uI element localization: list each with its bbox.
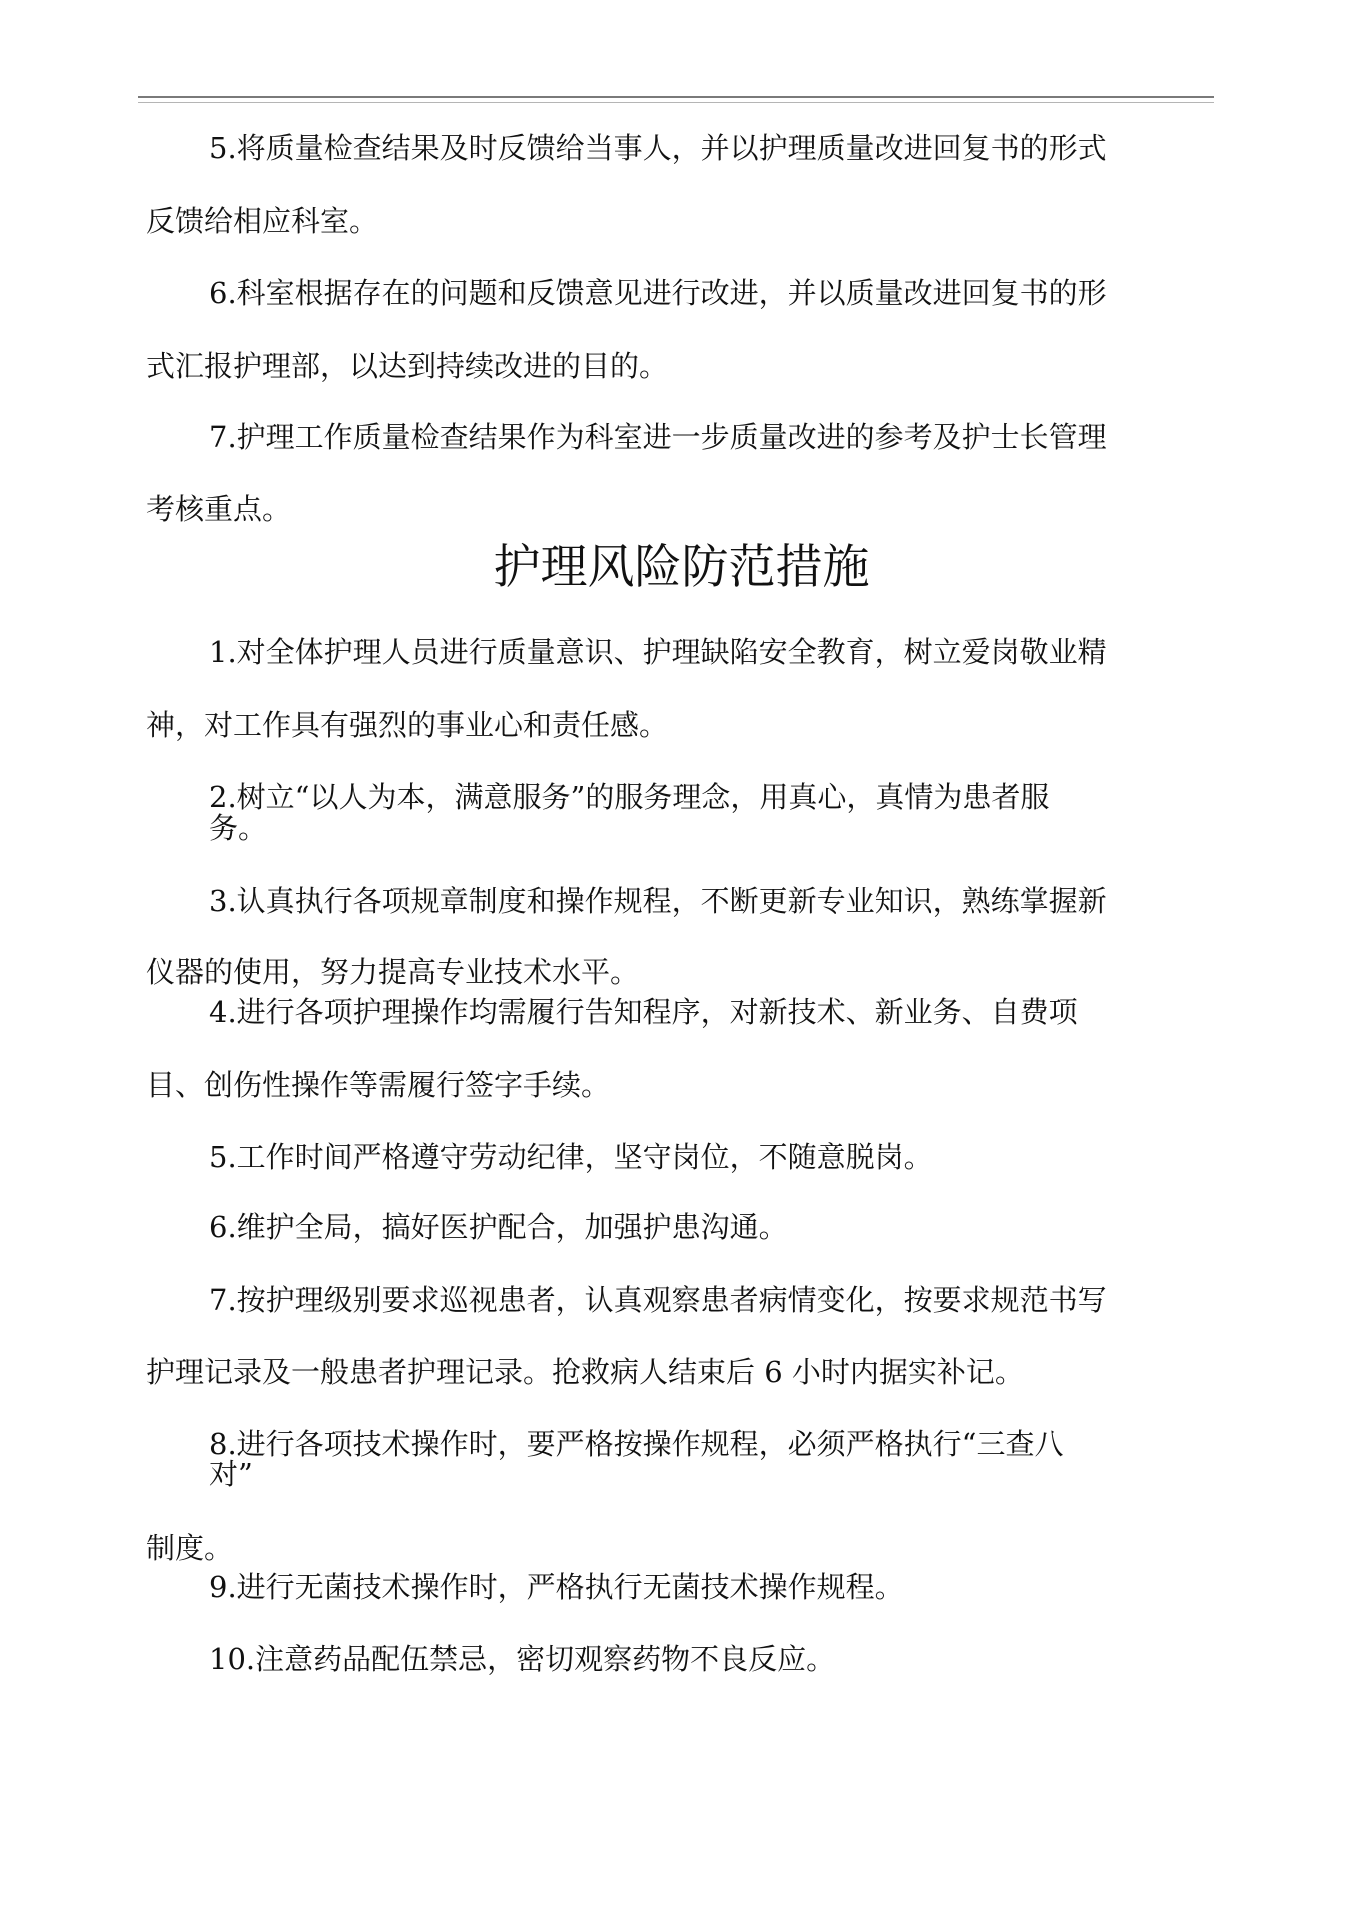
intro-item-7-line-1: 7.护理工作质量检查结果作为科室进一步质量改进的参考及护士长管理: [209, 420, 1107, 454]
section-item-1-line-2: 神，对工作具有强烈的事业心和责任感。: [146, 708, 669, 742]
section-item-8-line-3: 制度。: [146, 1531, 234, 1565]
intro-item-6-line-2: 式汇报护理部，以达到持续改进的目的。: [146, 349, 669, 383]
section-item-7-line-2: 护理记录及一般患者护理记录。抢救病人结束后 6 小时内据实补记。: [146, 1355, 1024, 1389]
section-item-4-line-1: 4.进行各项护理操作均需履行告知程序，对新技术、新业务、自费项: [209, 995, 1078, 1029]
section-item-3-line-1: 3.认真执行各项规章制度和操作规程，不断更新专业知识，熟练掌握新: [209, 884, 1107, 918]
section-item-1-line-1: 1.对全体护理人员进行质量意识、护理缺陷安全教育，树立爱岗敬业精: [209, 635, 1107, 669]
intro-item-6-line-1: 6.科室根据存在的问题和反馈意见进行改进，并以质量改进回复书的形: [209, 276, 1107, 310]
section-item-4-line-2: 目、创伤性操作等需履行签字手续。: [146, 1068, 611, 1102]
intro-item-5-line-2: 反馈给相应科室。: [146, 204, 379, 238]
section-item-2-line-1: 2.树立“以人为本，满意服务”的服务理念，用真心，真情为患者服: [209, 780, 1050, 814]
section-item-6: 6.维护全局，搞好医护配合，加强护患沟通。: [209, 1210, 788, 1244]
section-item-2-line-2: 务。: [209, 811, 268, 845]
section-item-3-line-2: 仪器的使用，努力提高专业技术水平。: [146, 955, 640, 989]
section-item-9: 9.进行无菌技术操作时，严格执行无菌技术操作规程。: [209, 1570, 904, 1604]
header-rule: [138, 96, 1214, 103]
intro-item-5-line-1: 5.将质量检查结果及时反馈给当事人，并以护理质量改进回复书的形式: [209, 131, 1107, 165]
intro-item-7-line-2: 考核重点。: [146, 492, 292, 526]
section-item-8-line-1: 8.进行各项技术操作时，要严格按操作规程，必须严格执行“三查八: [209, 1427, 1064, 1461]
section-item-10: 10.注意药品配伍禁忌，密切观察药物不良反应。: [209, 1642, 836, 1676]
section-title: 护理风险防范措施: [493, 540, 870, 595]
section-item-7-line-1: 7.按护理级别要求巡视患者，认真观察患者病情变化，按要求规范书写: [209, 1283, 1107, 1317]
section-item-8-line-2: 对”: [209, 1457, 253, 1491]
section-item-5: 5.工作时间严格遵守劳动纪律，坚守岗位，不随意脱岗。: [209, 1140, 933, 1174]
